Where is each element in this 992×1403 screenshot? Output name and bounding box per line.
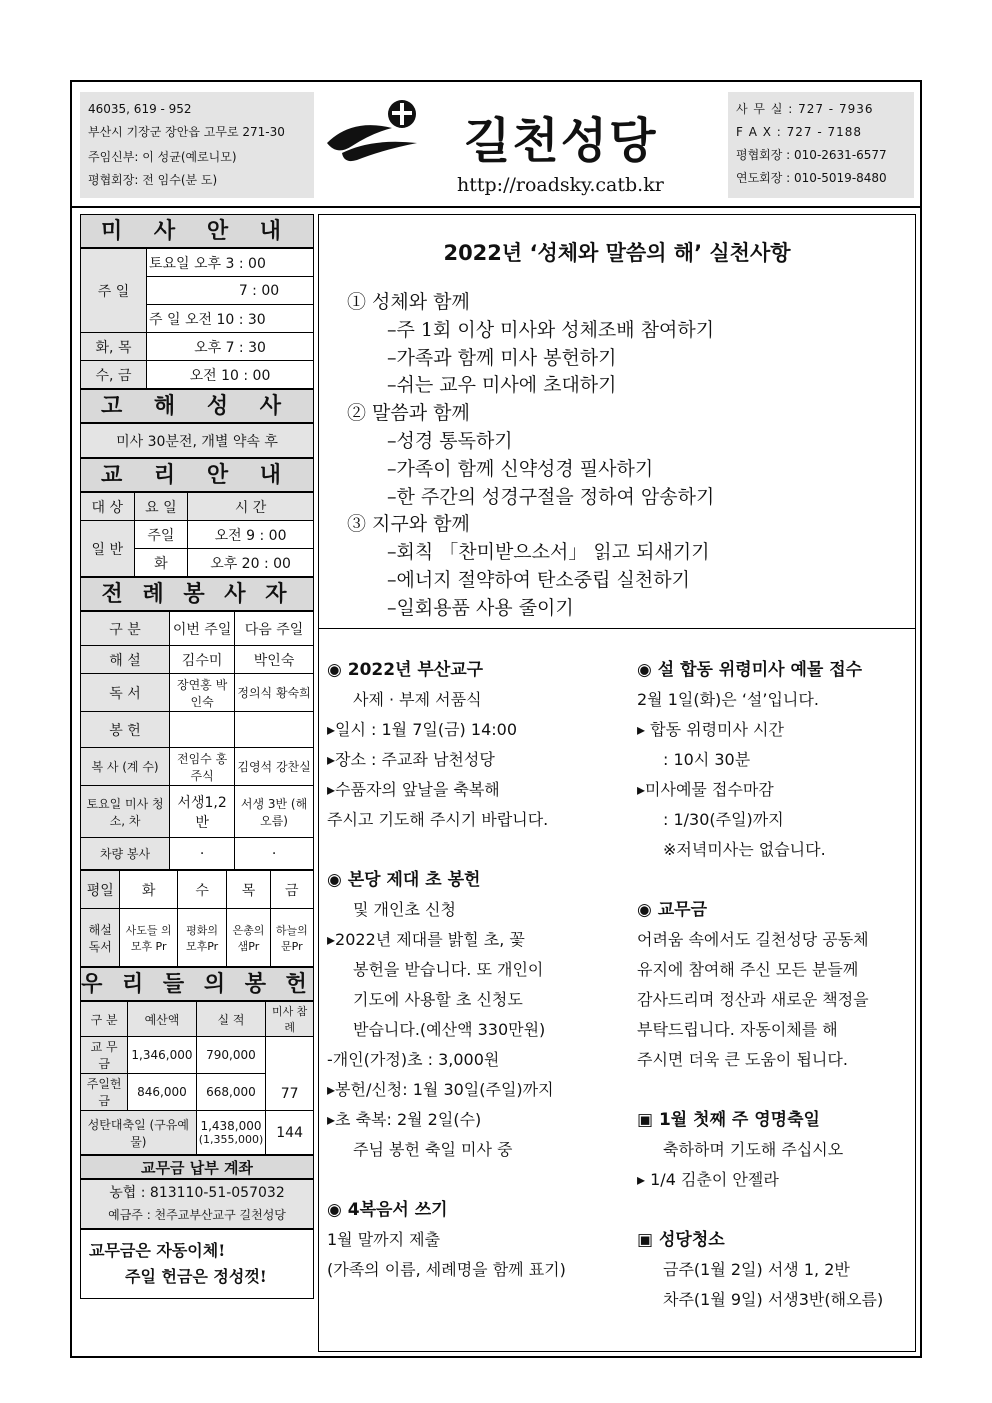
notice-left-line — [327, 835, 617, 865]
theme-item: –한 주간의 성경구절을 정하여 암송하기 — [387, 485, 715, 508]
day: 주일 — [134, 521, 188, 549]
notice-right-line: 차주(1월 9일) 서생3반(해오름) — [663, 1290, 884, 1309]
catechism-table — [80, 492, 314, 577]
server: · — [235, 838, 314, 870]
theme-item: ① 성체와 함께 — [347, 291, 470, 313]
special-count: 144 — [266, 1111, 314, 1155]
role: 독 서 — [81, 674, 170, 712]
notice-right-line: ▸ 1/4 김춘이 안젤라 — [637, 1170, 779, 1189]
theme-item: –가족과 함께 미사 봉헌하기 — [387, 346, 617, 369]
notice-right-line: 어려움 속에서도 길천성당 공동체 — [637, 930, 869, 949]
server — [235, 712, 314, 748]
left-column — [80, 214, 314, 1299]
account-box — [80, 1179, 314, 1229]
attendance: 77 — [266, 1037, 314, 1111]
offering-table — [80, 1001, 314, 1155]
role: 토요일 미사 청소, 차 — [81, 786, 170, 838]
notice-left-line: ◉ 4복음서 쓰기 — [327, 1200, 448, 1220]
col-header: 수 — [177, 871, 226, 909]
special-amount-value: 1,438,000 — [200, 1119, 262, 1133]
col-header: 화 — [120, 871, 177, 909]
budget: 846,000 — [128, 1074, 196, 1111]
theme-item: –회칙 「찬미받으소서」 읽고 되새기기 — [387, 541, 710, 564]
col-header: 목 — [227, 871, 270, 909]
theme-item: –가족이 함께 신약성경 필사하기 — [387, 457, 654, 480]
theme-title: 2022년 ‘성체와 말씀의 해’ 실천사항 — [443, 241, 791, 265]
notice-right-line: ▣ 성당청소 — [637, 1230, 725, 1250]
budget: 1,346,000 — [128, 1037, 196, 1074]
time: 오후 20 : 00 — [188, 549, 314, 577]
time: 오전 9 : 00 — [188, 521, 314, 549]
account-number: 농협 : 813110-51-057032 — [109, 1185, 285, 1201]
col-header: 다음 주일 — [235, 612, 314, 646]
theme-item: –에너지 절약하여 탄소중립 실천하기 — [387, 568, 690, 591]
col-header: 시 간 — [188, 493, 314, 521]
wedfri-label: 수, 금 — [81, 361, 147, 389]
offering-title: 우 리 들 의 봉 헌 — [80, 967, 314, 1001]
special-amount — [196, 1111, 266, 1155]
target: 일 반 — [81, 521, 135, 577]
server: 하늘의 문Pr — [270, 909, 313, 967]
notice-left-line: ▸일시 : 1월 7일(금) 14:00 — [327, 720, 517, 739]
server: 사도들 의모후 Pr — [120, 909, 177, 967]
council-chair: 평협회장: 전 임수(분 도) — [88, 173, 218, 187]
role: 해설 독서 — [81, 909, 120, 967]
notice-right-line: : 10시 30분 — [663, 750, 751, 769]
pastor: 주임신부: 이 성균(예로니모) — [88, 150, 237, 164]
mass-table — [80, 248, 314, 389]
theme-item: ③ 지구와 함께 — [347, 513, 470, 536]
sunday-label: 주 일 — [81, 249, 147, 333]
notice-left-line: (가족의 이름, 세례명을 함께 표기) — [327, 1260, 566, 1279]
notice-left-line: 봉헌을 받습니다. 또 개인이 — [353, 960, 544, 979]
notice-right-line — [637, 1195, 917, 1225]
notice-right-line: 2월 1일(화)은 ‘설’입니다. — [637, 690, 819, 709]
notice-right-line: ◉ 설 합동 위령미사 예물 접수 — [637, 660, 863, 680]
header — [72, 82, 920, 208]
col-header: 실 적 — [196, 1002, 266, 1037]
address: 부산시 기장군 장안읍 고무로 271-30 — [88, 125, 285, 139]
notice-left-line: ▸초 축복: 2월 2일(수) — [327, 1110, 482, 1129]
notice-right-line: 유지에 참여해 주신 모든 분들께 — [637, 960, 859, 979]
col-header: 예산액 — [128, 1002, 196, 1037]
notice-right-line: 감사드리며 정산과 새로운 책정을 — [637, 990, 869, 1009]
servers-table — [80, 611, 314, 870]
theme-item: ② 말씀과 함께 — [347, 402, 470, 425]
theme-item: –성경 통독하기 — [387, 429, 513, 452]
col-header: 구 분 — [81, 1002, 128, 1037]
account-holder: 예금주 : 천주교부산교구 길천성당 — [108, 1208, 286, 1222]
notice-right-line: : 1/30(주일)까지 — [663, 810, 784, 829]
mass-title: 미 사 안 내 — [80, 214, 314, 248]
row-label: 주일헌금 — [81, 1074, 128, 1111]
notice-left-line: ▸봉헌/신청: 1월 30일(주일)까지 — [327, 1080, 554, 1099]
notices-right — [637, 655, 917, 1315]
row-label: 교 무 금 — [81, 1037, 128, 1074]
notice-left-line: 기도에 사용할 초 신청도 — [353, 990, 523, 1009]
notice-right-line: ▸미사예물 접수마감 — [637, 780, 774, 799]
notice-left-line: -개인(가정)초 : 3,000원 — [327, 1050, 500, 1069]
servers-title: 전 례 봉 사 자 — [80, 577, 314, 611]
role: 봉 헌 — [81, 712, 170, 748]
youth-phone: 연도회장 : 010-5019-8480 — [736, 171, 887, 185]
notice-left-line: 사제 · 부제 서품식 — [353, 690, 482, 709]
notice-left-line: 및 개인초 신청 — [353, 900, 456, 919]
wedfri-time: 오전 10 : 00 — [147, 361, 314, 389]
parish-logo-icon — [322, 98, 422, 168]
server: 김수미 — [170, 646, 235, 674]
server: · — [170, 838, 235, 870]
server: 김영석 강찬실 — [235, 748, 314, 786]
theme-item: –주 1회 이상 미사와 성체조배 참여하기 — [387, 318, 715, 341]
server: 장연홍 박인숙 — [170, 674, 235, 712]
role: 차량 봉사 — [81, 838, 170, 870]
contact-info — [728, 92, 914, 198]
notice-right-line: 금주(1월 2일) 서생 1, 2반 — [663, 1260, 850, 1279]
actual: 790,000 — [196, 1037, 266, 1074]
theme-items — [347, 289, 714, 623]
notice-right-line — [637, 865, 917, 895]
catechism-title: 교 리 안 내 — [80, 458, 314, 492]
notice-left-line: 주시고 기도해 주시기 바랍니다. — [327, 810, 549, 829]
bulletin-frame — [70, 80, 922, 1358]
notice-right-line: ※저녁미사는 없습니다. — [663, 840, 826, 859]
server: 평화의 모후Pr — [177, 909, 226, 967]
server — [170, 712, 235, 748]
notice-left-line — [327, 1165, 617, 1195]
notice-right-line — [637, 1075, 917, 1105]
server: 서생 3반 (해오름) — [235, 786, 314, 838]
col-header: 금 — [270, 871, 313, 909]
main-content — [318, 214, 916, 1352]
col-header: 대 상 — [81, 493, 135, 521]
mass-time: 토요일 오후 3 : 00 — [147, 249, 314, 277]
day: 화 — [134, 549, 188, 577]
account-title: 교무금 납부 계좌 — [80, 1155, 314, 1179]
website-link[interactable]: http://roadsky.catb.kr — [457, 174, 664, 196]
theme-item: –일회용품 사용 줄이기 — [387, 596, 574, 619]
col-header: 구 분 — [81, 612, 170, 646]
notices-left — [327, 655, 617, 1285]
notice-left-line: ◉ 2022년 부산교구 — [327, 660, 484, 680]
notice-left-line: 받습니다.(예산액 330만원) — [353, 1020, 546, 1039]
office-phone: 사 무 실 : 727 - 7936 — [736, 102, 874, 116]
weekday-table — [80, 870, 314, 967]
fax: F A X : 727 - 7188 — [736, 125, 863, 139]
slogan: 주일 헌금은 정성껏! — [125, 1267, 267, 1286]
notice-right-line: 축하하며 기도해 주십시오 — [663, 1140, 844, 1159]
tuethu-label: 화, 목 — [81, 333, 147, 361]
role: 복 사 (계 수) — [81, 748, 170, 786]
theme-item: –쉬는 교우 미사에 초대하기 — [387, 374, 617, 397]
notice-left-line: ◉ 본당 제대 초 봉헌 — [327, 870, 481, 890]
server: 전임수 홍주식 — [170, 748, 235, 786]
server: 박인숙 — [235, 646, 314, 674]
mass-time: 주 일 오전 10 : 30 — [147, 305, 314, 333]
notice-left-line: 주님 봉헌 축일 미사 중 — [353, 1140, 513, 1159]
col-header: 이번 주일 — [170, 612, 235, 646]
tuethu-time: 오후 7 : 30 — [147, 333, 314, 361]
col-header: 요 일 — [134, 493, 188, 521]
theme-box — [319, 215, 915, 629]
notice-right-line: 부탁드립니다. 자동이체를 해 — [637, 1020, 838, 1039]
server: 정의식 황숙희 — [235, 674, 314, 712]
special-label: 성탄대축일 (구유예물) — [81, 1111, 197, 1155]
notice-right-line: ▸ 합동 위령미사 시간 — [637, 720, 784, 739]
slogan: 교무금은 자동이체! — [89, 1241, 226, 1260]
col-header: 미사 참례 — [266, 1002, 314, 1037]
council-phone: 평협회장 : 010-2631-6577 — [736, 148, 887, 162]
parish-info — [80, 92, 314, 198]
notice-left-line: 1월 말까지 제출 — [327, 1230, 441, 1249]
postal-code: 46035, 619 - 952 — [88, 102, 192, 116]
role: 해 설 — [81, 646, 170, 674]
confession-title: 고 해 성 사 — [80, 389, 314, 423]
notice-left-line: ▸장소 : 주교좌 남천성당 — [327, 750, 495, 769]
col-header: 평일 — [81, 871, 120, 909]
slogan-box — [80, 1229, 314, 1299]
server: 은총의 샘Pr — [227, 909, 270, 967]
notice-right-line: ▣ 1월 첫째 주 영명축일 — [637, 1110, 820, 1130]
notice-right-line: ◉ 교무금 — [637, 900, 708, 920]
notice-left-line: ▸2022년 제대를 밝힐 초, 꽃 — [327, 930, 525, 949]
actual: 668,000 — [196, 1074, 266, 1111]
notice-left-line: ▸수품자의 앞날을 축복해 — [327, 780, 500, 799]
server: 서생1,2반 — [170, 786, 235, 838]
mass-time: 7 : 00 — [147, 277, 314, 305]
special-budget-value: (1,355,000) — [198, 1133, 264, 1146]
parish-title: 길천성당 — [464, 113, 658, 169]
confession-text: 미사 30분전, 개별 약속 후 — [81, 424, 314, 458]
notice-right-line: 주시면 더욱 큰 도움이 됩니다. — [637, 1050, 848, 1069]
